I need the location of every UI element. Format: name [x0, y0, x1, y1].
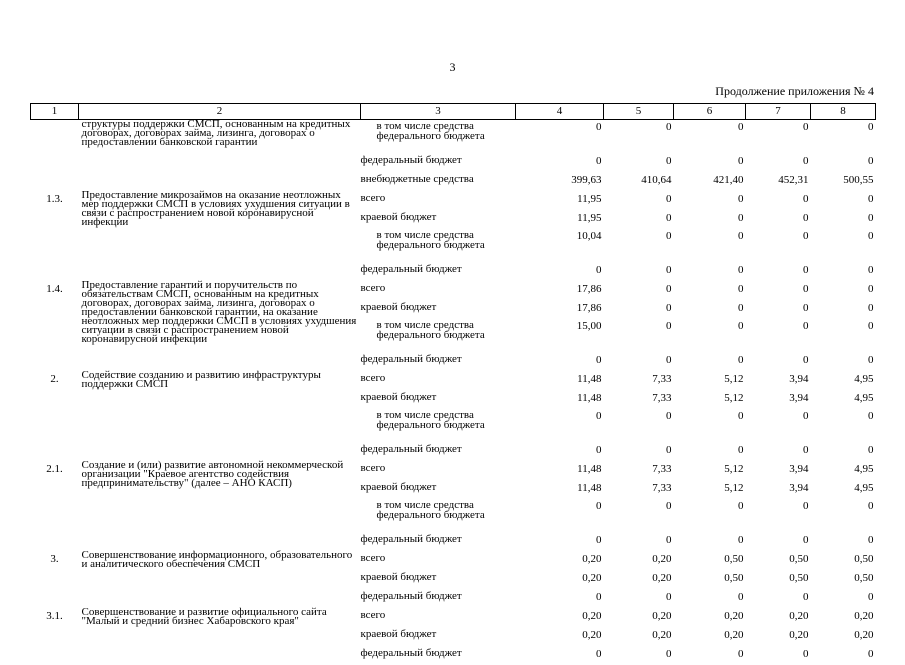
value-cell: 0 — [803, 648, 809, 660]
value-cell: 0 — [666, 591, 672, 603]
funding-source: федеральный бюджет — [360, 647, 462, 659]
value-cell: 0 — [596, 500, 602, 512]
table-row — [31, 191, 876, 210]
value-cell: 0 — [803, 230, 809, 242]
value-cell: 7,33 — [652, 463, 672, 475]
value-cell: 0,20 — [652, 553, 672, 565]
value-cell: 452,31 — [778, 174, 809, 186]
funding-source: федеральный бюджет — [360, 443, 462, 455]
column-header: 1 — [31, 104, 79, 120]
activity-description: структуры поддержки СМСП, основанным на кредитных договорах, договорах займа, лизинга, договорах о предоставлении банковской гарантии — [81, 118, 351, 148]
column-header: 4 — [516, 104, 604, 120]
row-number: 1.4. — [46, 283, 63, 295]
value-cell: 0 — [666, 302, 672, 314]
value-cell: 0,20 — [854, 610, 874, 622]
funding-source: в том числе средства федерального бюджета — [376, 229, 485, 251]
activity-description: Содействие созданию и развитию инфраструктуры поддержки СМСП — [81, 369, 321, 390]
value-cell: 15,00 — [576, 320, 602, 332]
value-cell: 0 — [868, 444, 874, 456]
value-cell: 0 — [738, 320, 744, 332]
value-cell: 0 — [738, 648, 744, 660]
value-cell: 0 — [868, 534, 874, 546]
value-cell: 0 — [868, 193, 874, 205]
value-cell: 0,20 — [652, 610, 672, 622]
value-cell: 0 — [803, 500, 809, 512]
funding-source: всего — [360, 192, 386, 204]
value-cell: 0,50 — [724, 572, 744, 584]
value-cell: 3,94 — [789, 482, 809, 494]
value-cell: 0,50 — [789, 553, 809, 565]
value-cell: 0 — [803, 193, 809, 205]
column-header: 6 — [674, 104, 746, 120]
value-cell: 0 — [868, 230, 874, 242]
funding-source: в том числе средства федерального бюджета — [376, 499, 485, 521]
value-cell: 0 — [803, 444, 809, 456]
value-cell: 11,48 — [577, 463, 602, 475]
funding-source: краевой бюджет — [360, 391, 437, 403]
value-cell: 0 — [596, 534, 602, 546]
value-cell: 0 — [666, 230, 672, 242]
value-cell: 0 — [868, 155, 874, 167]
value-cell: 0 — [803, 264, 809, 276]
activity-description: Совершенствование информационного, образовательного и аналитического обеспечения СМСП — [81, 549, 353, 570]
value-cell: 0,20 — [724, 610, 744, 622]
funding-source: в том числе средства федерального бюджета — [376, 120, 485, 142]
funding-source: краевой бюджет — [360, 571, 437, 583]
value-cell: 7,33 — [652, 373, 672, 385]
value-cell: 0 — [738, 121, 744, 133]
column-header: 5 — [604, 104, 674, 120]
value-cell: 0 — [666, 500, 672, 512]
row-number — [31, 120, 79, 192]
value-cell: 0 — [738, 534, 744, 546]
value-cell: 0,20 — [854, 629, 874, 641]
value-cell: 11,95 — [577, 193, 602, 205]
value-cell: 0,50 — [854, 553, 874, 565]
value-cell: 0 — [803, 212, 809, 224]
value-cell: 0,20 — [582, 610, 602, 622]
value-cell: 0,20 — [789, 610, 809, 622]
table-row — [31, 608, 876, 627]
value-cell: 0 — [596, 444, 602, 456]
value-cell: 0 — [738, 302, 744, 314]
funding-source: краевой бюджет — [360, 211, 437, 223]
funding-source: всего — [360, 609, 386, 621]
value-cell: 0 — [803, 534, 809, 546]
funding-source: краевой бюджет — [360, 628, 437, 640]
value-cell: 0 — [738, 410, 744, 422]
value-cell: 0 — [868, 320, 874, 332]
value-cell: 0 — [738, 444, 744, 456]
funding-source: краевой бюджет — [360, 301, 437, 313]
value-cell: 0 — [596, 121, 602, 133]
value-cell: 399,63 — [571, 174, 602, 186]
value-cell: 0 — [666, 155, 672, 167]
value-cell: 3,94 — [789, 463, 809, 475]
value-cell: 0 — [666, 212, 672, 224]
value-cell: 4,95 — [854, 373, 874, 385]
row-number: 1.3. — [46, 193, 63, 205]
value-cell: 0 — [666, 354, 672, 366]
value-cell: 0 — [738, 212, 744, 224]
value-cell: 0 — [596, 264, 602, 276]
value-cell: 0 — [868, 212, 874, 224]
activity-description: Совершенствование и развитие официального сайта "Малый и средний бизнес Хабаровского края" — [81, 606, 327, 627]
table-row — [31, 461, 876, 480]
funding-source: в том числе средства федерального бюджета — [376, 319, 485, 341]
value-cell: 17,86 — [576, 283, 602, 295]
value-cell: 0 — [803, 283, 809, 295]
value-cell: 421,40 — [713, 174, 744, 186]
funding-source: всего — [360, 282, 386, 294]
value-cell: 11,95 — [577, 212, 602, 224]
value-cell: 0 — [738, 354, 744, 366]
funding-source: федеральный бюджет — [360, 533, 462, 545]
value-cell: 4,95 — [854, 482, 874, 494]
value-cell: 0 — [666, 283, 672, 295]
value-cell: 5,12 — [724, 463, 744, 475]
value-cell: 0,20 — [582, 629, 602, 641]
page-number: 3 — [449, 60, 456, 74]
column-header: 3 — [361, 104, 516, 120]
value-cell: 0 — [738, 264, 744, 276]
value-cell: 0 — [666, 264, 672, 276]
value-cell: 0 — [868, 354, 874, 366]
value-cell: 0 — [803, 302, 809, 314]
column-header: 7 — [746, 104, 811, 120]
value-cell: 0 — [738, 500, 744, 512]
value-cell: 0 — [596, 354, 602, 366]
value-cell: 0 — [803, 155, 809, 167]
activity-description: Создание и (или) развитие автономной некоммерческой организации "Краевое агентство содействия предпринимательству" (далее – АНО КАСП) — [81, 459, 344, 489]
row-number: 3. — [50, 553, 59, 565]
value-cell: 410,64 — [641, 174, 672, 186]
table-row — [31, 551, 876, 570]
value-cell: 4,95 — [854, 392, 874, 404]
value-cell: 0 — [868, 591, 874, 603]
value-cell: 0 — [666, 648, 672, 660]
column-header: 2 — [79, 104, 361, 120]
value-cell: 0 — [803, 591, 809, 603]
value-cell: 0,50 — [854, 572, 874, 584]
value-cell: 7,33 — [652, 392, 672, 404]
value-cell: 11,48 — [577, 482, 602, 494]
row-number: 2.1. — [46, 463, 63, 475]
value-cell: 0 — [666, 193, 672, 205]
value-cell: 0 — [738, 283, 744, 295]
value-cell: 11,48 — [577, 373, 602, 385]
value-cell: 0 — [666, 410, 672, 422]
funding-source: федеральный бюджет — [360, 154, 462, 166]
value-cell: 0 — [803, 320, 809, 332]
value-cell: 3,94 — [789, 392, 809, 404]
funding-source: федеральный бюджет — [360, 263, 462, 275]
value-cell: 0 — [868, 500, 874, 512]
value-cell: 0,50 — [724, 553, 744, 565]
value-cell: 3,94 — [789, 373, 809, 385]
value-cell: 0,20 — [652, 572, 672, 584]
value-cell: 0 — [666, 320, 672, 332]
value-cell: 0 — [803, 354, 809, 366]
funding-source: всего — [360, 372, 386, 384]
activity-description: Предоставление микрозаймов на оказание неотложных мер поддержки СМСП в условиях ухудшения ситуации в связи с распространением новой коронавирусной инфекции — [81, 189, 350, 228]
value-cell: 0,20 — [724, 629, 744, 641]
value-cell: 4,95 — [854, 463, 874, 475]
value-cell: 0,20 — [652, 629, 672, 641]
value-cell: 0 — [666, 121, 672, 133]
table-row — [31, 371, 876, 390]
value-cell: 5,12 — [724, 392, 744, 404]
value-cell: 11,48 — [577, 392, 602, 404]
funding-source: всего — [360, 552, 386, 564]
value-cell: 10,04 — [576, 230, 602, 242]
value-cell: 0,20 — [582, 572, 602, 584]
value-cell: 0 — [738, 230, 744, 242]
funding-source: внебюджетные средства — [360, 173, 474, 185]
value-cell: 0 — [868, 410, 874, 422]
value-cell: 0 — [596, 410, 602, 422]
column-header: 8 — [811, 104, 876, 120]
budget-table — [30, 103, 876, 665]
funding-source: краевой бюджет — [360, 481, 437, 493]
value-cell: 0 — [738, 193, 744, 205]
value-cell: 0 — [596, 591, 602, 603]
value-cell: 0 — [666, 534, 672, 546]
funding-source: федеральный бюджет — [360, 353, 462, 365]
value-cell: 0 — [596, 155, 602, 167]
value-cell: 7,33 — [652, 482, 672, 494]
value-cell: 0 — [868, 302, 874, 314]
value-cell: 0 — [868, 264, 874, 276]
value-cell: 5,12 — [724, 373, 744, 385]
value-cell: 5,12 — [724, 482, 744, 494]
funding-source: в том числе средства федерального бюджета — [376, 409, 485, 431]
value-cell: 17,86 — [576, 302, 602, 314]
value-cell: 0 — [803, 121, 809, 133]
value-cell: 0 — [666, 444, 672, 456]
value-cell: 0 — [738, 591, 744, 603]
continuation-label: Продолжение приложения № 4 — [715, 84, 874, 98]
value-cell: 0 — [868, 121, 874, 133]
table-row — [31, 281, 876, 300]
value-cell: 0 — [868, 283, 874, 295]
value-cell: 0,20 — [789, 629, 809, 641]
funding-source: федеральный бюджет — [360, 590, 462, 602]
value-cell: 0 — [738, 155, 744, 167]
value-cell: 0 — [803, 410, 809, 422]
row-number: 2. — [50, 373, 59, 385]
value-cell: 500,55 — [843, 174, 874, 186]
value-cell: 0 — [868, 648, 874, 660]
funding-source: всего — [360, 462, 386, 474]
value-cell: 0 — [596, 648, 602, 660]
value-cell: 0,20 — [582, 553, 602, 565]
row-number: 3.1. — [46, 610, 63, 622]
table-row — [31, 120, 876, 154]
value-cell: 0,50 — [789, 572, 809, 584]
activity-description: Предоставление гарантий и поручительств по обязательствам СМСП, основанным на кредитных договорах, договорах займа, лизинга, договорах о предоставлении банковской гарантии, на оказание неотложных мер поддержки СМСП в условиях ухудшения ситуации в связи с распространением новой коронавирусной инфекции — [81, 279, 357, 345]
